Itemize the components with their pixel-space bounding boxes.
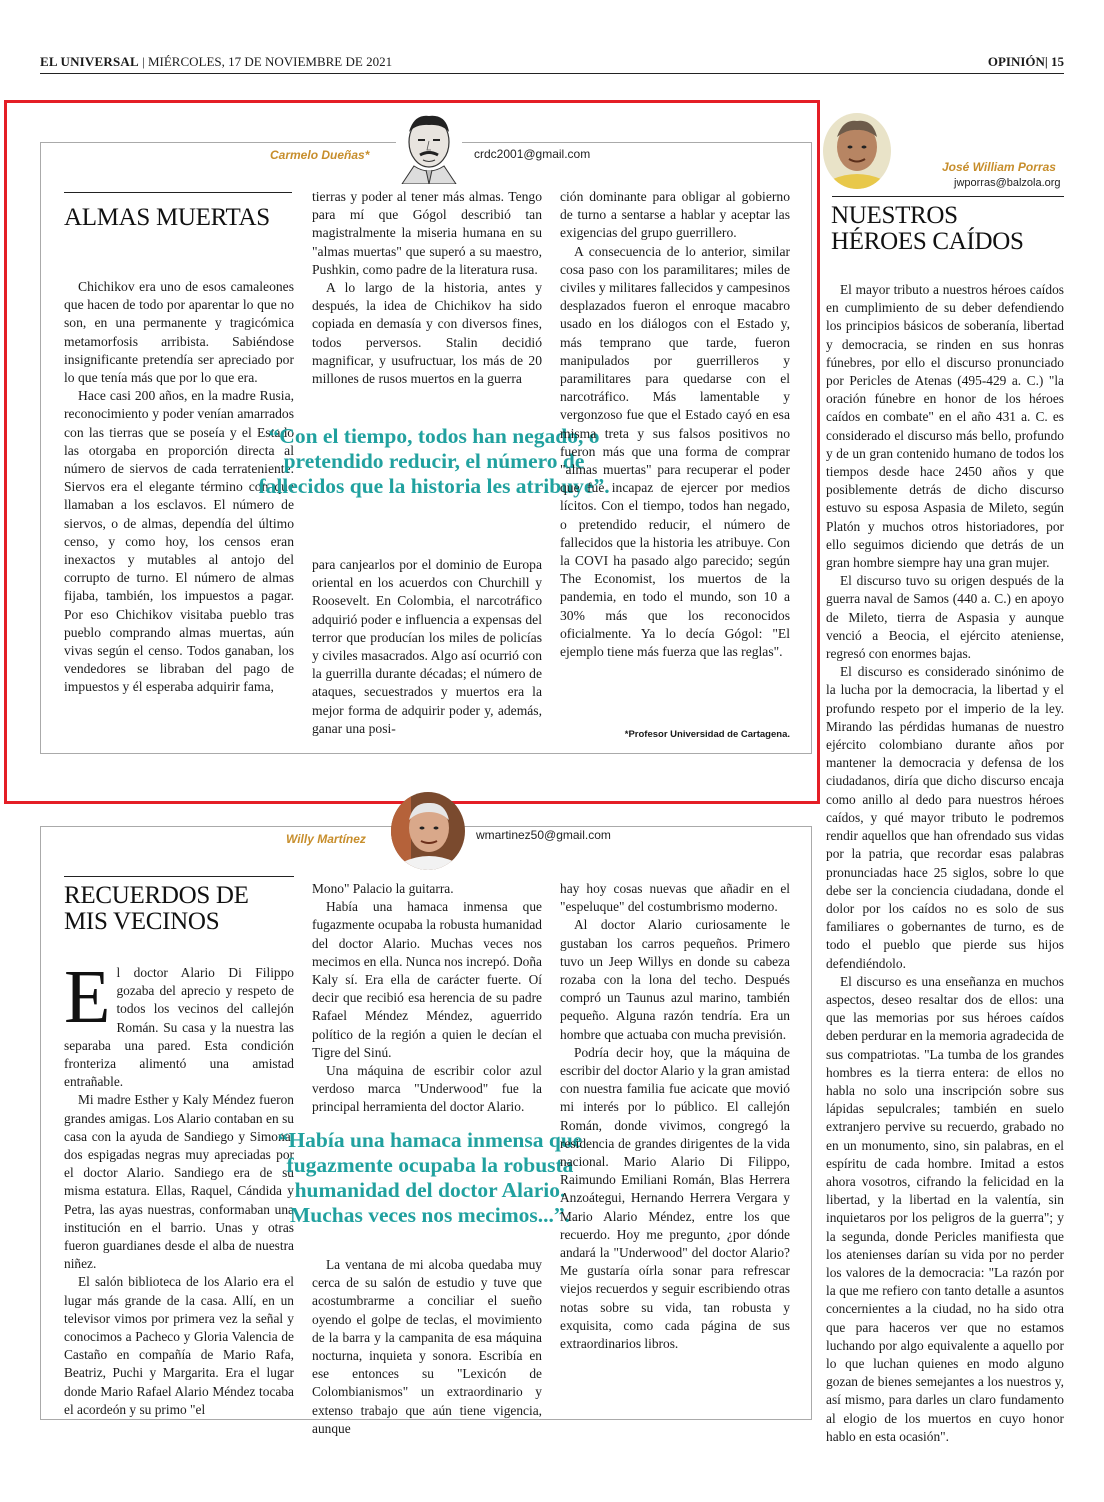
paragraph: La ventana de mi alcoba quedaba muy cerca de su salón de estudio y tuve que acostumbrarme a conciliar el sueño oyendo el golpe de teclas, el movimiento de la barra y la campanita de esa máquina nocturna, inquieta y sonora. Escribía en ese entonces su "Lexicón de Colombianismos" un extraordinario y extenso trabajo que aún tiene vigencia, aunque [312,1257,542,1436]
paragraph: para canjearlos por el dominio de Europa oriental en los acuerdos con Churchill y Roosevelt. En Colombia, el narcotráfico adquirió poder e influencia a expensas del terror que producían los miles de policías y civiles masacrados. Algo así ocurrió con la guerrilla durante décadas; el número de ataques, secuestrados y muertos era la mejor forma de adquirir poder y, además, ganar una posi- [312,557,542,736]
author-portrait-willy [391,792,465,870]
author-name: Carmelo Dueñas* [270,148,370,162]
article3-column-2-top [312,880,542,1117]
paragraph: tierras y poder al tener más almas. Tengo para mí que Gógol describió tan magistralmente la miseria humana en su "almas muertas" que superó a su maestro, Pushkin, como padre de la literatura rusa. [312,189,542,277]
paragraph: ción dominante para obligar al gobierno de turno a sentarse a hablar y aceptar las exigencias del grupo guerrillero. [560,189,790,241]
paragraph: Había una hamaca inmensa que fugazmente ocupaba la robusta humanidad del doctor Alario. Muchas veces nos mecimos en ella. Nunca nos increpó. Doña Kaly sí. Era ella de carácter fuerte. Oí decir que recibió esa herencia de su padre Rafael Méndez Méndez, aguerrido político de la región a quien le decían el Tigre del Sinú. [312,899,542,1060]
headline-rule [832,196,1064,197]
paragraph: Mi madre Esther y Kaly Méndez fueron grandes amigas. Los Alario contaban en su casa con la ayuda de Sandiego y Simona, dos espigadas negras muy apreciadas por el doctor Alario. Sandiego era de su misma estatura. Ellas, Raquel, Cándida y Petra, las ayas nuestras, conformaban una institución en el barrio. Unas y otras fueron guardianes desde el alba de nuestra niñez. [64,1092,294,1272]
author-footnote: *Profesor Universidad de Cartagena. [624,729,790,740]
author-email-willy[interactable]: wmartinez50@gmail.com [476,828,611,842]
headline-heroes-caidos: NUESTROS HÉROES CAÍDOS [831,202,1024,255]
paragraph: El salón biblioteca de los Alario era el lugar más grande de la casa. Allí, en un televisor vimos por primera vez la señal y conocimos a Pacheco y Gloria Valencia de Castaño en compañía de Mario Rafa, Beatriz, Puchi y Margarita. Era el lugar donde Mario Rafael Alario Méndez tocaba el acordeón y su primo "el [64,1274,294,1417]
paragraph: Chichikov era uno de esos camaleones que hacen de todo por aparentar lo que no son, en una permanente y tragicómica metamorfosis arribista. Sabiéndose insignificante pretendía ser apreciado por lo que tenía más que por lo que era. [64,279,294,386]
headline-rule [64,876,294,877]
publication-date: | MIÉRCOLES, 17 DE NOVIEMBRE DE 2021 [142,54,393,69]
pullquote-almas-muertas: “Con el tiempo, todos han negado, o pretendido reducir, el número de fallecidos que la historia les atribuye”. [258,424,610,498]
author-name: Willy Martínez [286,832,366,846]
article3-column-2-bottom [312,1256,542,1438]
page-header [40,52,1064,74]
article3-column-1 [64,955,294,1419]
paragraph: A consecuencia de lo anterior, similar cosa paso con los paramilitares; miles de civiles y militares fallecidos y campesinos desplazados fueron el enroque macabro usado en los diálogos con el Estado y, más temprano que tarde, fueron manipulados por guerrilleros y paramilitares para quedarse con el narcotráfico. Más lamentable y vergonzoso fue que el Estado cayó en esa misma treta y sus falsos positivos no fueron más que una forma de comprar "almas muertas" para recuperar el poder que fue incapaz de ejercer por medios lícitos. Con el tiempo, todos han negado, o pretendido reducir, el número de fallecidos que la historia les atribuye. Con la COVI ha pasado algo parecido; según The Economist, los muertos de la pandemia, en todo el mundo, son 10 a 30% más que los reconocidos oficialmente. Ya lo decía Gógol: "El ejemplo tiene más fuerza que las reglas". [560,243,790,660]
article2-body [826,281,1064,1446]
paragraph: Al doctor Alario curiosamente le gustaban los carros pequeños. Primero tuvo un Jeep Willys en donde su cabeza rozaba con la lona del techo. Después compró un Taunus azul marino, también pequeño. Alguna razón tendría. Era un hombre que actuaba con mucha previsión. [560,917,790,1042]
paragraph: Hace casi 200 años, en la madre Rusia, reconocimiento y poder venían amarrados con las tierras que se poseía y el Estado las otorgaba en proporción directa al número de siervos de cada terrateniente. Siervos era el elegante término con que llamaban a los esclavos. El número de siervos, o de almas, dependía del último censo, y como hoy, los censos eran inexactos y mutables al antojo del corrupto de turno. El número de almas fijaba, también, los impuestos a pagar. Por eso Chichikov visitaba pueblo tras pueblo comprando almas muertas, aún vivas según el censo. Todos ganaban, los vendedores se libraban del pago de impuestos y él esperaba adquirir fama, [64,388,294,695]
pullquote-recuerdos: “Había una hamaca inmensa que fugazmente ocupaba la robusta humanidad del doctor Alario. Muchas veces nos mecimos...”. [277,1128,583,1227]
article3-column-3 [560,880,790,1353]
author-name: José William Porras [942,160,1056,174]
paragraph: Podría decir hoy, que la máquina de escribir del doctor Alario y la gran amistad con nuestra familia fue acicate que movió mi interés por lo público. El callejón Román, donde vivimos, congregó la residencia de grandes dirigentes de la vida nacional. Mario Alario Di Filippo, Raimundo Emiliani Román, Blas Herrera Anzoátegui, Hernando Herrera Vergara y Mario Alario Méndez, entre los que recuerdo. Hoy me pregunto, ¿por dónde andará la "Underwood" del doctor Alario? Me gustaría oírla sonar para refrescar viejos recuerdos y seguir escribiendo otras notas sobre su vida, tan robusta y exquisita, como cada página de sus extraordinarios libros. [560,1044,790,1352]
paragraph: hay hoy cosas nuevas que añadir en el "espeluque" del costumbrismo moderno. [560,881,790,915]
author-email-jose-william[interactable]: jwporras@balzola.org [954,177,1061,189]
paragraph: El doctor Alario Di Filippo gozaba del aprecio y respeto de todos los vecinos del callejón Román. Su casa y la nuestra las separaba una pared. Esta condición fronteriza alimentó una amistad entrañable. [64,955,294,1090]
paragraph: Mono" Palacio la guitarra. [312,881,454,896]
headline-recuerdos: RECUERDOS DE MIS VECINOS [64,882,249,935]
drop-cap: E [64,955,111,1039]
byline-jose-william [942,160,1056,174]
paragraph: A lo largo de la historia, antes y después, la idea de Chichikov ha sido copiada en demasía y con diversos fines, todos perversos. Stalin decidió magnificar, y usufructuar, los más de 20 millones de rusos muertos en la guerra [312,280,542,387]
headline-almas-muertas: ALMAS MUERTAS [64,204,270,231]
selection-highlight-frame [4,100,820,804]
paragraph: Una máquina de escribir color azul verdoso marca "Underwood" fue la principal herramienta del doctor Alario. [312,1063,542,1115]
paragraph: El discurso es considerado sinónimo de la lucha por la democracia, la libertad y el profundo respeto por el imperio de la ley. Mirando las pérdidas humanas de nuestro ejército colombiano durante años por mantener la democracia y defensa de los ciudadanos, diría que dicho discurso encaja como anillo al dedo para nuestros héroes caídos, y qué mayor tributo le podremos rendir aquellos que han ofrendado sus vidas por la patria, que recordar esas palabras pronunciadas hace 25 siglos, sobre lo que debe ser la conciencia ciudadana, donde el dolor por los caídos no es solo de sus familiares o gobernantes de turno, es de todo el pueblo que pierde sus hijos defendiéndolo. [826,664,1064,971]
author-email-carmelo[interactable]: crdc2001@gmail.com [474,147,591,161]
section-page: OPINIÓN| 15 [987,54,1064,69]
author-portrait-jose-william [823,113,891,189]
newspaper-name: EL UNIVERSAL [40,54,139,69]
paragraph: El mayor tributo a nuestros héroes caídos en cumplimiento de su deber defendiendo los principios básicos de soberanía, libertad y democracia, se rinden en sus honras fúnebres, por ello el discurso pronunciado por Pericles de Atenas (495-429 a. C.) "la oración fúnebre en honor de los héroes caídos en combate" en el año 431 a. C. es considerado el discurso más bello, profundo y de un gran contenido humano de todos los tiempos desde hace 2450 años y que posiblemente detrás de dicho discurso estuvo su esposa Aspasia de Mileto, según Platón y muchos otros historiadores, por ello seguimos diciendo que detrás de un gran hombre siempre hay una gran mujer. [826,282,1064,571]
paragraph: El discurso tuvo su origen después de la guerra naval de Samos (440 a. C.) en apoyo de Mileto, tierra de Aspasia y aunque venció a Beocia, el ejército ateniense, regresó con enormes bajas. [826,573,1064,662]
byline-willy [286,832,366,846]
paragraph: El discurso es una enseñanza en muchos aspectos, deseo resaltar dos de ellos: una que las memorias por sus héroes caídos deben perdurar en la memoria agradecida de sus compatriotas. "La tumba de los grandes hombres es la tierra entera: de ellos no habla no solo una inscripción sobre sus lápidas sepulcrales; también en suelo extranjero pervive su recuerdo, grabado no en un monumento, sino, sin palabras, en el espíritu de cada hombre. Imitad a estos ahora vosotros, cifrando la felicidad en la libertad, y la libertad en la valentía, sin inquietaros por los peligros de la guerra"; y la segunda, donde Pericles manifiesta que los atenienses darían su vida por no perder los valores de la democracia: "La razón por la que me refiero con tanto detalle a asuntos concernientes a la ciudad, no ha sido otra que para haceros ver que no estamos luchando por algo equivalente a aquello por lo que luchan quienes en modo alguno gozan de bienes semejantes a los nuestros y, así mismo, para darles un claro fundamento al elogio de los muertos en cuyo honor hablo en esta ocasión". [826,973,1064,1444]
